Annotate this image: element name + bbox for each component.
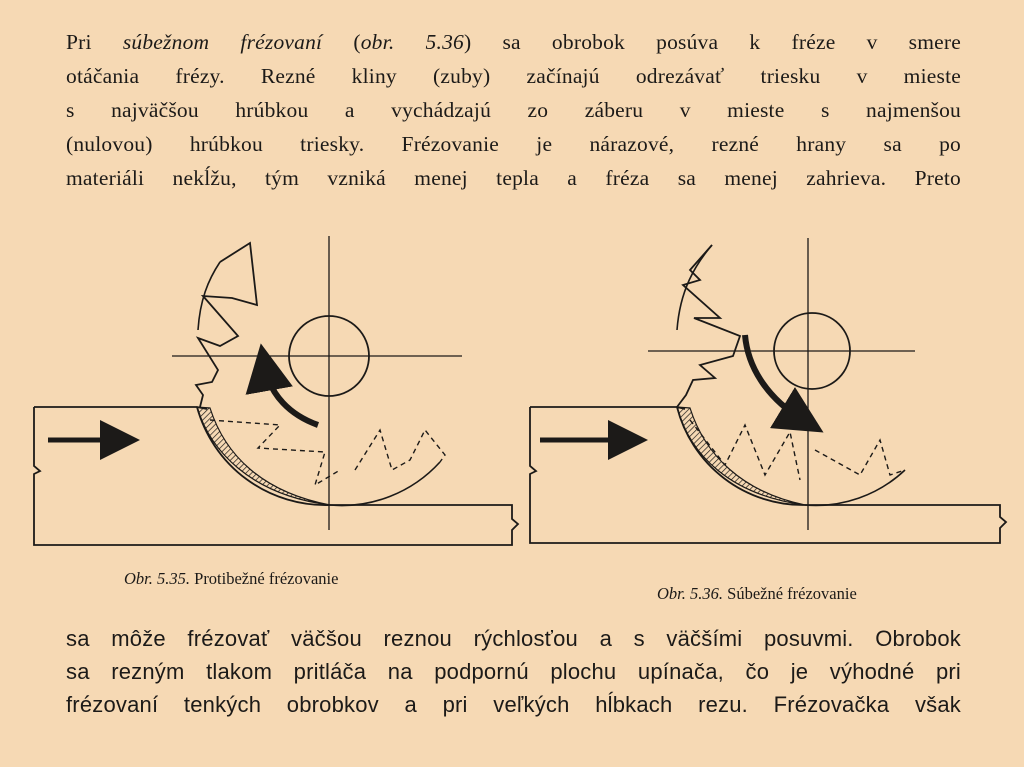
paragraph-bottom: [66, 622, 961, 721]
text-line: frézovaní tenkých obrobkov a pri veľkých hĺbkach rezu. Frézovačka však: [66, 692, 961, 717]
figure-caption-left: [124, 569, 338, 589]
text-line: sa rezným tlakom pritláča na podpornú plochu upínača, čo je výhodné pri: [66, 659, 961, 684]
text-line: materiáli nekĺžu, tým vzniká menej tepla a fréza sa menej zahrieva. Preto: [66, 166, 961, 190]
figure-up-milling: [34, 236, 518, 545]
cutter-teeth: [677, 245, 740, 407]
rotation-arrow: [265, 367, 318, 425]
workpiece-outline: [530, 407, 1006, 543]
figure-climb-milling: [530, 238, 1006, 543]
text-line: Pri súbežnom frézovaní (obr. 5.36) sa obrobok posúva k fréze v smere: [66, 30, 962, 54]
cutter-outline: [677, 407, 805, 505]
italic-term: súbežnom frézovaní: [122, 30, 323, 54]
caption-text: Súbežné frézovanie: [723, 584, 857, 603]
text-line: s najväčšou hrúbkou a vychádzajú zo záberu v mieste s najmenšou: [66, 98, 961, 122]
caption-text: Protibežné frézovanie: [190, 569, 339, 588]
caption-reference: Obr. 5.35.: [124, 569, 191, 588]
figure-reference: obr. 5.36: [360, 30, 464, 54]
caption-reference: Obr. 5.36.: [657, 584, 724, 603]
cutter-teeth: [196, 243, 257, 407]
figure-caption-right: [657, 584, 857, 604]
workpiece-outline: [34, 407, 518, 545]
text-line: sa môže frézovať väčšou reznou rýchlosťou a s väčšími posuvmi. Obrobok: [66, 626, 961, 651]
dashed-teeth: [210, 420, 445, 485]
text-line: (nulovou) hrúbkou triesky. Frézovanie je nárazové, rezné hrany sa po: [66, 132, 961, 156]
text-line: otáčania frézy. Rezné kliny (zuby) začínajú odrezávať triesku v mieste: [66, 64, 961, 88]
